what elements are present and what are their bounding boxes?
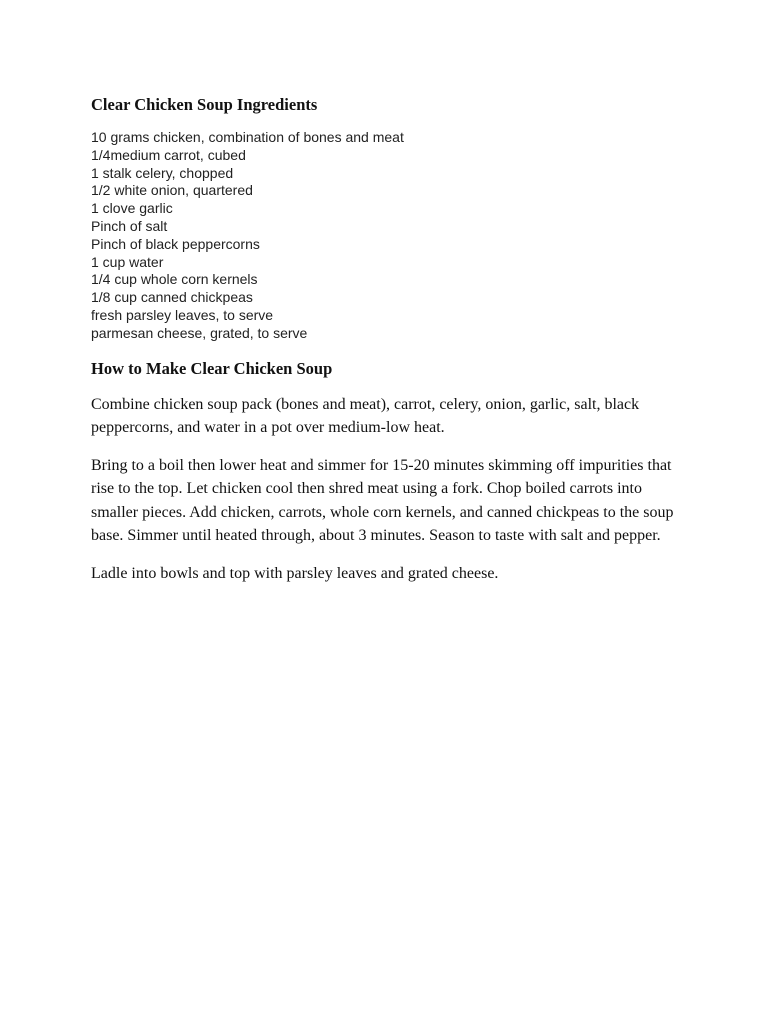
ingredient-item: 1/8 cup canned chickpeas (91, 289, 253, 306)
ingredient-item: Pinch of salt (91, 217, 168, 234)
instruction-step: Combine chicken soup pack (bones and meat), carrot, celery, onion, garlic, salt, black peppercorns, and water in a pot over medium-low heat. (91, 395, 640, 437)
ingredient-item: 1/4medium carrot, cubed (91, 146, 246, 163)
ingredient-item: parmesan cheese, grated, to serve (91, 324, 308, 341)
ingredients-list (91, 129, 691, 343)
instruction-step: Ladle into bowls and top with parsley leaves and grated cheese. (91, 564, 499, 582)
ingredient-item: 1/4 cup whole corn kernels (91, 271, 258, 288)
ingredient-item: 1/2 white onion, quartered (91, 182, 253, 199)
document-page (91, 94, 691, 599)
instructions-heading: How to Make Clear Chicken Soup (91, 358, 333, 378)
ingredient-item: Pinch of black peppercorns (91, 235, 260, 252)
instruction-step: Bring to a boil then lower heat and simmer for 15-20 minutes skimming off impurities that rise to the top. Let chicken cool then shred meat using a fork. Chop boiled carrots into smaller pieces. Add chicken, carrots, whole corn kernels, and canned chickpeas to the soup base. Simmer until heated through, about 3 minutes. Season to taste with salt and pepper. (91, 456, 674, 545)
ingredient-item: 1 stalk celery, chopped (91, 164, 234, 181)
ingredient-item: fresh parsley leaves, to serve (91, 306, 274, 323)
ingredients-heading: Clear Chicken Soup Ingredients (91, 95, 318, 114)
ingredient-item: 1 clove garlic (91, 200, 173, 217)
ingredient-item: 10 grams chicken, combination of bones and meat (91, 129, 404, 145)
ingredient-item: 1 cup water (91, 253, 164, 270)
